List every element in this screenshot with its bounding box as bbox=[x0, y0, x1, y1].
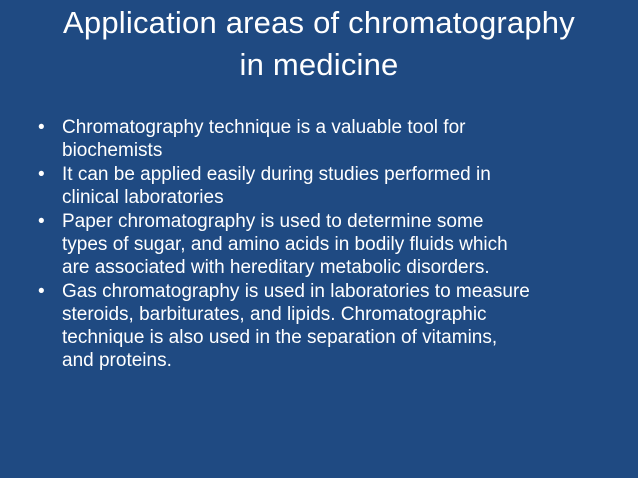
title-line-1: Application areas of chromatography bbox=[63, 5, 575, 40]
bullet-item-3 bbox=[38, 210, 610, 279]
bullet-2-line-2: clinical laboratories bbox=[62, 187, 224, 208]
bullet-dot-icon: • bbox=[38, 211, 45, 232]
bullet-dot-icon: • bbox=[38, 164, 45, 185]
bullet-4-line-1: Gas chromatography is used in laboratories to measure bbox=[62, 281, 530, 302]
title-line-2: in medicine bbox=[239, 47, 399, 82]
bullet-4-line-2: steroids, barbiturates, and lipids. Chromatographic bbox=[62, 304, 487, 325]
bullet-3-line-1: Paper chromatography is used to determine some bbox=[62, 211, 484, 232]
bullet-1-line-1: Chromatography technique is a valuable tool for bbox=[62, 117, 466, 138]
bullet-item-1 bbox=[38, 116, 610, 162]
bullet-3-line-2: types of sugar, and amino acids in bodily fluids which bbox=[62, 234, 508, 255]
bullet-4-line-4: and proteins. bbox=[62, 350, 172, 371]
bullet-2-line-1: It can be applied easily during studies performed in bbox=[62, 164, 491, 185]
bullet-3-line-3: are associated with hereditary metabolic disorders. bbox=[62, 257, 490, 278]
slide-title bbox=[40, 2, 598, 86]
bullet-dot-icon: • bbox=[38, 281, 45, 302]
bullet-item-2 bbox=[38, 163, 610, 209]
bullet-list bbox=[38, 116, 610, 373]
bullet-dot-icon: • bbox=[38, 117, 45, 138]
bullet-1-line-2: biochemists bbox=[62, 140, 163, 161]
bullet-4-line-3: technique is also used in the separation of vitamins, bbox=[62, 327, 498, 348]
bullet-item-4 bbox=[38, 280, 610, 372]
